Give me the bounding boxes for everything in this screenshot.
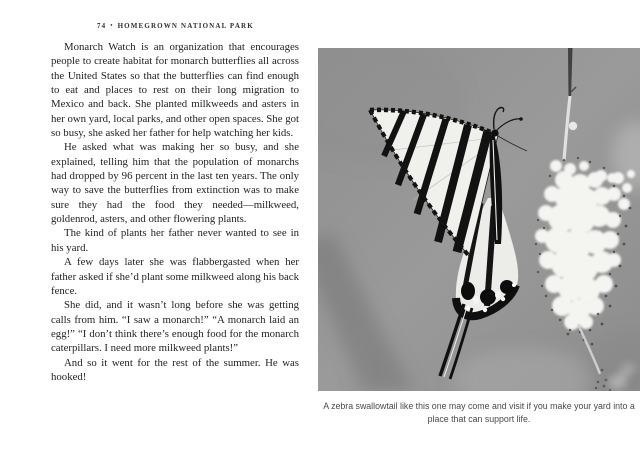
paragraph: The kind of plants her father never wanted to see in his yard. [51,227,299,254]
running-title: HOMEGROWN NATIONAL PARK [117,22,254,30]
body-text-column [51,40,299,384]
butterfly-photo-illustration [318,48,640,391]
paragraph: And so it went for the rest of the summer. He was hooked! [51,356,299,383]
butterfly-photo [318,48,640,391]
paragraph: A few days later she was flabbergasted when her father asked if she’d plant some milkweed along his back fence. [51,256,299,297]
photo-caption: A zebra swallowtail like this one may come and visit if you make your yard into a place that can support life. [323,401,635,424]
page-number: 74 [97,22,107,30]
paragraph: Monarch Watch is an organization that encourages people to create habitat for monarch butterflies all across the United States so that the butterflies can find enough to eat and places to rest on their long migration to Mexico and back. She planted milkweeds and asters in her own yard, local parks, and other open spaces. She got so busy, she asked her father for help watching her kids. [51,41,299,140]
running-header [97,22,254,30]
paragraph: He asked what was making her so busy, and she explained, telling him that the population of monarchs had dropped by 96 percent in the last ten years. The only way to save the butterflies from extinction was to make sure they had the food they needed—milkweed, goldenrod, asters, and other flowering plants. [51,141,299,226]
header-separator-dot: • [110,23,114,29]
paragraph: She did, and it wasn’t long before she was getting calls from him. “I saw a monarch!” “A monarch laid an egg!” “I don’t think there’s enough food for the monarch caterpillars. I need more milkweed plants!” [51,299,299,355]
